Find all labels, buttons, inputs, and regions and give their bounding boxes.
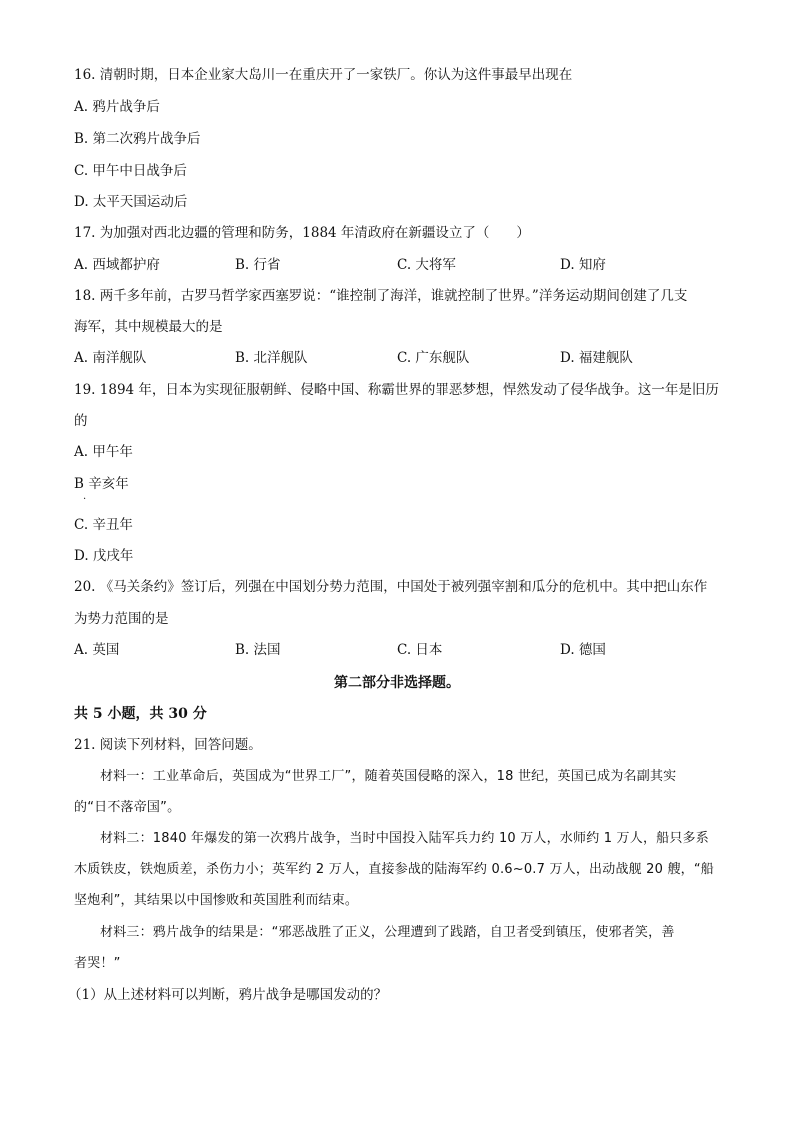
q17-option-a: A. 西域都护府 — [74, 257, 160, 273]
q21-material1-line1: 材料一：工业革命后，英国成为“世界工厂”，随着英国侵略的深入，18 世纪，英国已成为名副其实 — [100, 769, 677, 784]
q17-option-d: D. 知府 — [560, 257, 606, 273]
q16-option-b: B. 第二次鸦片战争后 — [74, 131, 201, 147]
q21-material2-line3: 坚炮利”，其结果以中国惨败和英国胜利而结束。 — [74, 893, 359, 908]
q21-material2-line1: 材料二：1840 年爆发的第一次鸦片战争，当时中国投入陆军兵力约 10 万人，水师约 1 万人，船只多系 — [100, 831, 709, 846]
q16-option-a: A. 鸦片战争后 — [74, 99, 160, 115]
q16-stem: 16. 清朝时期，日本企业家大岛川一在重庆开了一家铁厂。你认为这件事最早出现在 — [74, 67, 573, 83]
q21-subquestion-1: （1）从上述材料可以判断，鸦片战争是哪国发动的？ — [68, 987, 388, 1003]
q18-option-d: D. 福建舰队 — [560, 350, 633, 366]
q17-option-b: B. 行省 — [235, 257, 281, 273]
q21-stem: 21. 阅读下列材料，回答问题。 — [74, 737, 262, 753]
q18-option-c: C. 广东舰队 — [397, 350, 470, 366]
q19-option-d: D. 戊戌年 — [74, 548, 134, 564]
q20-option-b: B. 法国 — [235, 642, 281, 658]
q21-material1-line2: 的“日不落帝国”。 — [74, 800, 181, 815]
q20-option-d: D. 德国 — [560, 642, 606, 658]
q16-option-c: C. 甲午中日战争后 — [74, 163, 187, 179]
q20-stem-line2: 为势力范围的是 — [74, 611, 169, 627]
q18-stem-line2: 海军，其中规模最大的是 — [74, 319, 223, 335]
q16-option-d: D. 太平天国运动后 — [74, 194, 188, 210]
q20-stem-line1: 20. 《马关条约》签订后，列强在中国划分势力范围，中国处于被列强宰割和瓜分的危机中。其中把山东作 — [74, 579, 708, 595]
q18-stem-line1: 18. 两千多年前，古罗马哲学家西塞罗说：“谁控制了海洋，谁就控制了世界。”洋务运动期间创建了几支 — [74, 288, 688, 304]
q20-option-a: A. 英国 — [74, 642, 120, 658]
q19-option-a: A. 甲午年 — [74, 444, 133, 460]
q19-option-c: C. 辛丑年 — [74, 517, 133, 533]
q21-material3-line1: 材料三：鸦片战争的结果是：“邪恶战胜了正义，公理遭到了践踏，自卫者受到镇压，使邪者笑，善 — [100, 925, 675, 940]
part2-subtitle: 共 5 小题，共 30 分 — [74, 706, 207, 722]
q18-option-b: B. 北洋舰队 — [235, 350, 308, 366]
q18-option-a: A. 南洋舰队 — [74, 350, 147, 366]
q20-option-c: C. 日本 — [397, 642, 443, 658]
q19-stem-line2: 的 — [74, 413, 88, 429]
q21-material3-line2: 者哭！” — [74, 956, 121, 971]
q17-stem: 17. 为加强对西北边疆的管理和防务，1884 年清政府在新疆设立了（ ） — [74, 225, 530, 241]
q19-option-b-dot: . — [83, 491, 87, 502]
q19-option-b: B 辛亥年 — [74, 476, 129, 492]
q19-stem-line1: 19. 1894 年，日本为实现征服朝鲜、侵略中国、称霸世界的罪恶梦想，悍然发动了侵华战争。这一年是旧历 — [74, 382, 719, 398]
q17-option-c: C. 大将军 — [397, 257, 456, 273]
q21-material2-line2: 木质铁皮，铁炮质差，杀伤力小；英军约 2 万人，直接参战的陆海军约 0.6~0.7 万人，出动战舰 20 艘，“船 — [74, 862, 714, 877]
part2-title: 第二部分非选择题。 — [334, 675, 460, 691]
